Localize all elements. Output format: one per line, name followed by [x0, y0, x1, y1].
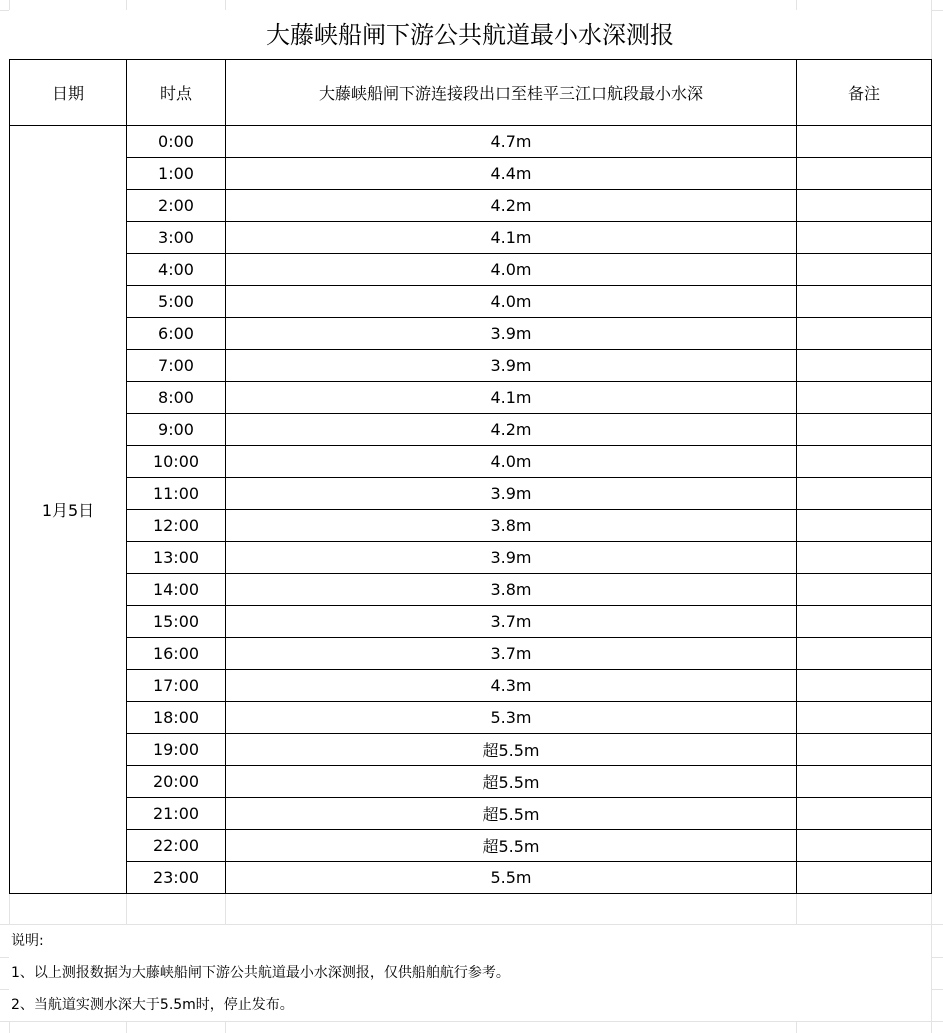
- water-depth-table: [9, 59, 932, 894]
- table-row: [10, 350, 932, 382]
- page-title: 大藤峡船闸下游公共航道最小水深测报: [9, 10, 931, 60]
- depth-cell[interactable]: 3.8m: [226, 510, 797, 542]
- table-row: [10, 222, 932, 254]
- notes-heading[interactable]: 说明:: [11, 933, 44, 949]
- notes-section: [9, 925, 931, 1021]
- time-cell[interactable]: 3:00: [127, 222, 226, 254]
- remark-cell[interactable]: [797, 190, 932, 222]
- depth-cell[interactable]: 超5.5m: [226, 798, 797, 830]
- time-cell[interactable]: 0:00: [127, 126, 226, 158]
- time-cell[interactable]: 13:00: [127, 542, 226, 574]
- time-cell[interactable]: 15:00: [127, 606, 226, 638]
- remark-cell[interactable]: [797, 830, 932, 862]
- table-row: [10, 638, 932, 670]
- time-cell[interactable]: 11:00: [127, 478, 226, 510]
- time-cell[interactable]: 6:00: [127, 318, 226, 350]
- table-row: [10, 446, 932, 478]
- time-cell[interactable]: 5:00: [127, 286, 226, 318]
- header-date[interactable]: 日期: [10, 60, 127, 126]
- table-row: [10, 830, 932, 862]
- table-row: [10, 478, 932, 510]
- depth-cell[interactable]: 4.7m: [226, 126, 797, 158]
- depth-cell[interactable]: 3.9m: [226, 350, 797, 382]
- depth-cell[interactable]: 3.7m: [226, 606, 797, 638]
- depth-cell[interactable]: 3.9m: [226, 542, 797, 574]
- depth-cell[interactable]: 5.5m: [226, 862, 797, 894]
- remark-cell[interactable]: [797, 606, 932, 638]
- date-cell[interactable]: 1月5日: [10, 126, 127, 894]
- time-cell[interactable]: 23:00: [127, 862, 226, 894]
- depth-cell[interactable]: 3.7m: [226, 638, 797, 670]
- depth-cell[interactable]: 4.2m: [226, 414, 797, 446]
- depth-cell[interactable]: 4.0m: [226, 286, 797, 318]
- remark-cell[interactable]: [797, 574, 932, 606]
- header-depth[interactable]: 大藤峡船闸下游连接段出口至桂平三江口航段最小水深: [226, 60, 797, 126]
- time-cell[interactable]: 16:00: [127, 638, 226, 670]
- header-remark[interactable]: 备注: [797, 60, 932, 126]
- note-line-1[interactable]: 1、以上测报数据为大藤峡船闸下游公共航道最小水深测报，仅供船舶航行参考。: [11, 965, 510, 981]
- table-row: [10, 318, 932, 350]
- remark-cell[interactable]: [797, 638, 932, 670]
- table-row: [10, 766, 932, 798]
- depth-cell[interactable]: 超5.5m: [226, 734, 797, 766]
- depth-cell[interactable]: 4.2m: [226, 190, 797, 222]
- depth-cell[interactable]: 超5.5m: [226, 766, 797, 798]
- note-line-2[interactable]: 2、当航道实测水深大于5.5m时，停止发布。: [11, 997, 294, 1013]
- table-row: [10, 414, 932, 446]
- time-cell[interactable]: 4:00: [127, 254, 226, 286]
- table-row: [10, 606, 932, 638]
- remark-cell[interactable]: [797, 798, 932, 830]
- table-row: [10, 126, 932, 158]
- depth-cell[interactable]: 4.1m: [226, 222, 797, 254]
- remark-cell[interactable]: [797, 286, 932, 318]
- table-row: [10, 254, 932, 286]
- remark-cell[interactable]: [797, 862, 932, 894]
- remark-cell[interactable]: [797, 350, 932, 382]
- time-cell[interactable]: 19:00: [127, 734, 226, 766]
- table-header-row: [10, 60, 932, 126]
- depth-cell[interactable]: 5.3m: [226, 702, 797, 734]
- remark-cell[interactable]: [797, 414, 932, 446]
- remark-cell[interactable]: [797, 702, 932, 734]
- table-row: [10, 158, 932, 190]
- table-row: [10, 382, 932, 414]
- table-row: [10, 574, 932, 606]
- remark-cell[interactable]: [797, 542, 932, 574]
- time-cell[interactable]: 10:00: [127, 446, 226, 478]
- depth-cell[interactable]: 4.1m: [226, 382, 797, 414]
- table-row: [10, 510, 932, 542]
- remark-cell[interactable]: [797, 734, 932, 766]
- table-row: [10, 862, 932, 894]
- depth-cell[interactable]: 3.9m: [226, 318, 797, 350]
- table-row: [10, 734, 932, 766]
- remark-cell[interactable]: [797, 670, 932, 702]
- time-cell[interactable]: 9:00: [127, 414, 226, 446]
- time-cell[interactable]: 7:00: [127, 350, 226, 382]
- time-cell[interactable]: 17:00: [127, 670, 226, 702]
- depth-cell[interactable]: 4.0m: [226, 254, 797, 286]
- remark-cell[interactable]: [797, 254, 932, 286]
- remark-cell[interactable]: [797, 510, 932, 542]
- remark-cell[interactable]: [797, 158, 932, 190]
- remark-cell[interactable]: [797, 446, 932, 478]
- remark-cell[interactable]: [797, 222, 932, 254]
- table-row: [10, 702, 932, 734]
- time-cell[interactable]: 18:00: [127, 702, 226, 734]
- depth-cell[interactable]: 4.3m: [226, 670, 797, 702]
- remark-cell[interactable]: [797, 126, 932, 158]
- remark-cell[interactable]: [797, 478, 932, 510]
- time-cell[interactable]: 21:00: [127, 798, 226, 830]
- time-cell[interactable]: 20:00: [127, 766, 226, 798]
- remark-cell[interactable]: [797, 766, 932, 798]
- table-row: [10, 670, 932, 702]
- table-body: [10, 126, 932, 894]
- time-cell[interactable]: 12:00: [127, 510, 226, 542]
- remark-cell[interactable]: [797, 318, 932, 350]
- table-row: [10, 286, 932, 318]
- time-cell[interactable]: 2:00: [127, 190, 226, 222]
- remark-cell[interactable]: [797, 382, 932, 414]
- time-cell[interactable]: 1:00: [127, 158, 226, 190]
- header-time[interactable]: 时点: [127, 60, 226, 126]
- time-cell[interactable]: 8:00: [127, 382, 226, 414]
- depth-cell[interactable]: 3.9m: [226, 478, 797, 510]
- table-row: [10, 542, 932, 574]
- depth-cell[interactable]: 4.4m: [226, 158, 797, 190]
- depth-cell[interactable]: 3.8m: [226, 574, 797, 606]
- depth-cell[interactable]: 超5.5m: [226, 830, 797, 862]
- depth-cell[interactable]: 4.0m: [226, 446, 797, 478]
- time-cell[interactable]: 22:00: [127, 830, 226, 862]
- table-row: [10, 190, 932, 222]
- time-cell[interactable]: 14:00: [127, 574, 226, 606]
- table-row: [10, 798, 932, 830]
